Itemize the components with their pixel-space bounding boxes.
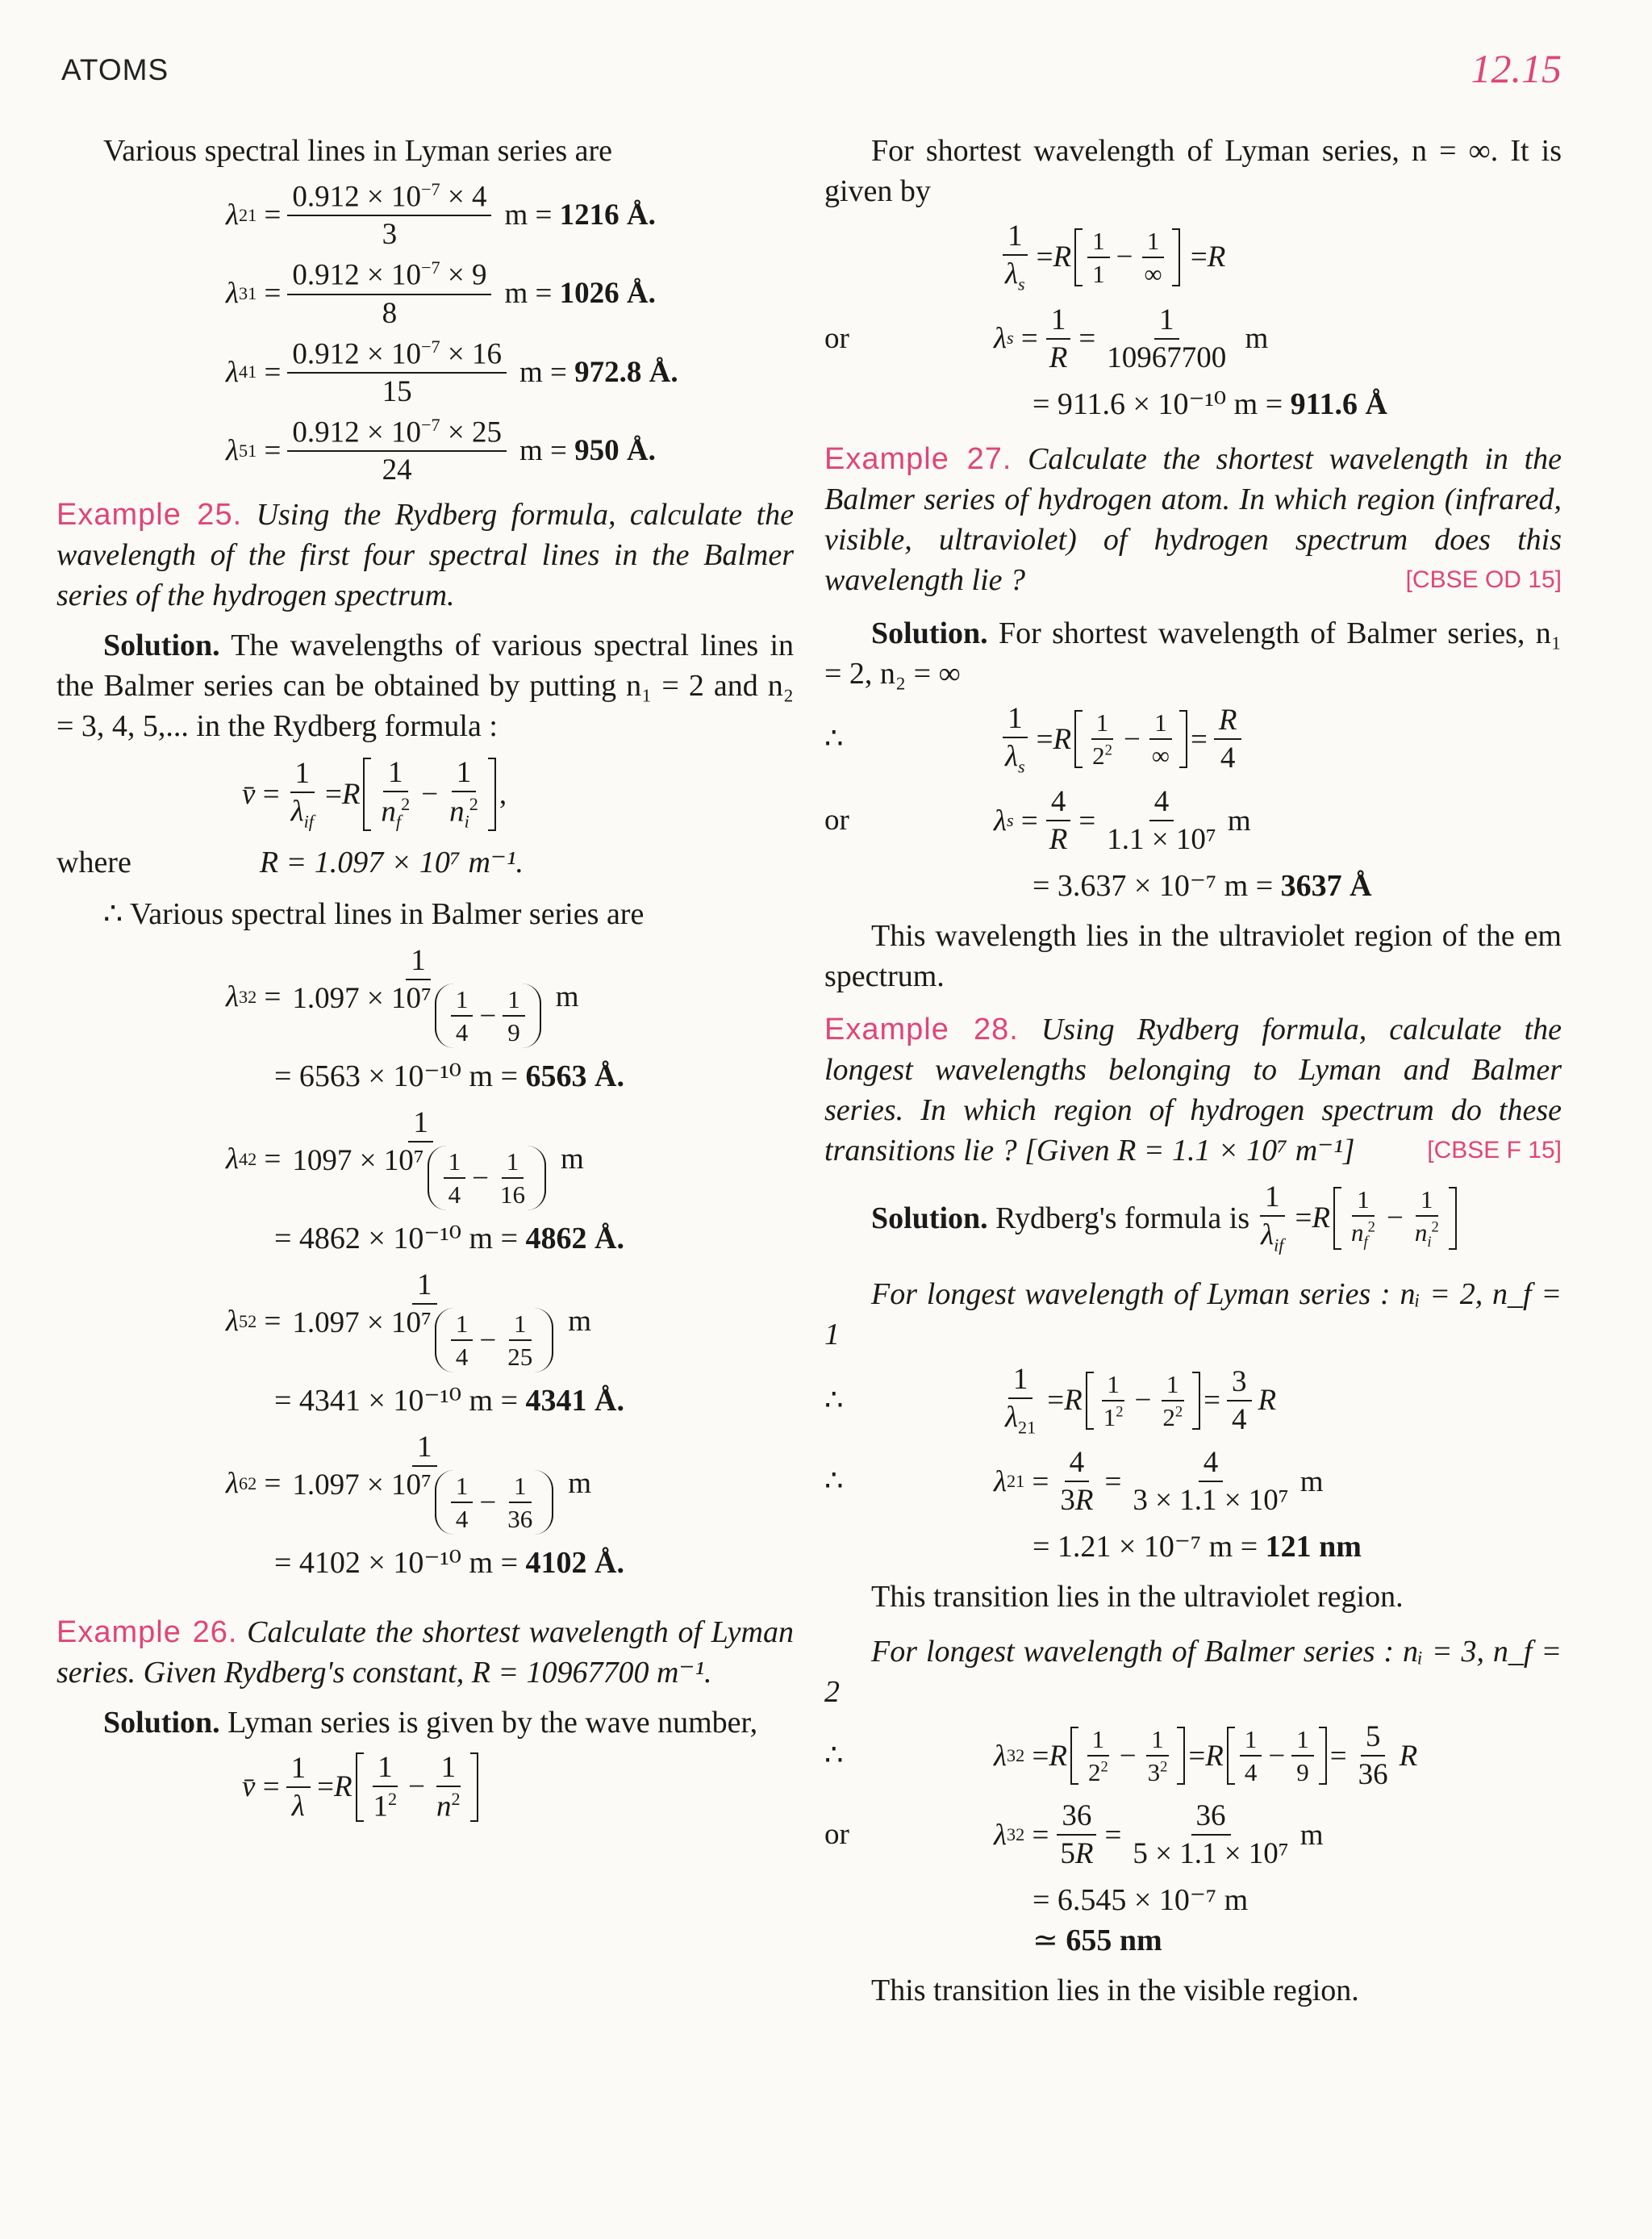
denominator: 4 [455, 1018, 469, 1047]
left-column [56, 131, 794, 1822]
where-label: where [56, 846, 131, 880]
lyman-longest-result [824, 1527, 1562, 1567]
rydberg-formula: v̄ = $\frac{1}{\lambda_{if}}$ = R $\frac{1}{n_f^2}$ − $\frac{1}{n_i^2}$ , [242, 756, 507, 833]
solution-text: For shortest wavelength of Balmer series, n₁ = 2, n₂ = ∞ [824, 616, 1562, 691]
example-27-label: Example 27. [824, 441, 1012, 476]
numerator: 1 [451, 1311, 473, 1341]
example-26-label: Example 26. [56, 1615, 238, 1650]
result-bold: 1216 Å. [559, 198, 656, 232]
solution-text: Rydberg's formula is [995, 1201, 1250, 1235]
example-26-text: Calculate the shortest wavelength of Lyman series. Given Rydberg's constant, R = 10967700 m⁻¹. [56, 1615, 794, 1690]
denominator: 16 [500, 1180, 525, 1209]
example-26 [56, 1612, 794, 1693]
lyman-wave-number: v̄ = $\frac{1}{\lambda}$ = R $\frac{1}{1^2}$ − $\frac{1}{n^2}$ [56, 1752, 794, 1821]
denominator: 24 [382, 453, 412, 487]
denominator: 1097 × 10⁷ [292, 1144, 424, 1178]
numerator: 1 [502, 1149, 524, 1179]
denominator: 3 × 1.1 × 10⁷ [1133, 1484, 1289, 1518]
shortest-lyman-intro: For shortest wavelength of Lyman series, n = ∞. It is given by [824, 134, 1562, 208]
unit: m = [519, 355, 567, 389]
balmer-line: λ 52 = 1 1.097 × 10⁷ $\frac{1}{4}$ − $\frac{1}{25}$ m = 4341 × 10⁻¹⁰ m = 4341 Å. [226, 1268, 624, 1418]
example-25-text: Using the Rydberg formula, calculate the wavelength of the first four spectral lines in the Balmer series of the hydrogen spectrum. [56, 498, 795, 613]
solution-label: Solution. [871, 616, 988, 650]
example-28-label: Example 28. [824, 1013, 1019, 1047]
result-bold: 121 nm [1265, 1530, 1362, 1564]
result-text: = 6563 × 10⁻¹⁰ m = [274, 1059, 526, 1094]
numerator: 0.912 × 10 [292, 336, 421, 370]
example-28-ref: [CBSE F 15] [1427, 1137, 1562, 1164]
balmer-lines [56, 946, 794, 1583]
balmer-longest-eq: ∴ λ 32 = R $\frac{1}{2^2}$ − $\frac{1}{3^2}$ = R $\frac{1}{4}$ − $\frac{1}{9}$ = $\frac{5}{36}$ R [824, 1720, 1418, 1792]
example-27 [824, 439, 1562, 600]
numerator-factor: × 4 [440, 180, 487, 214]
unit: m = [504, 277, 553, 311]
numerator: 1 [509, 1473, 532, 1503]
numerator-factor: × 25 [440, 416, 502, 449]
or-label: or [824, 804, 849, 838]
lyman-line: λ 31 = $\frac{0.912 \times 10^{-7} \times 9}{8}$ m = 1026 Å. [226, 257, 656, 330]
denominator: 4 [448, 1180, 461, 1209]
solution-text: Lyman series is given by the wave number, [227, 1706, 758, 1740]
line-index: 42 [239, 1148, 257, 1169]
result-bold: 1026 Å. [559, 277, 656, 311]
lyman-longest-eq: ∴ $\frac{1}{\lambda_{21}}$ = R $\frac{1}{1^2}$ − $\frac{1}{2^2}$ = $\frac{3}{4}$ R [824, 1362, 1277, 1438]
denominator: 4 [455, 1343, 469, 1372]
example-25 [56, 495, 794, 616]
solution-label: Solution. [103, 1706, 220, 1740]
lyman-line: λ 21 = $\frac{0.912 \times 10^{-7} \times 4}{3}$ m = 1216 Å. [226, 179, 656, 252]
solution-label: Solution. [871, 1201, 988, 1235]
result-text: = 3.637 × 10⁻⁷ m = [1032, 869, 1281, 904]
denominator: 1.097 × 10⁷ [292, 982, 432, 1016]
balmer-line: λ 62 = 1 1.097 × 10⁷ $\frac{1}{4}$ − $\frac{1}{36}$ m = 4102 × 10⁻¹⁰ m = 4102 Å. [226, 1431, 624, 1581]
denominator: 3 [382, 218, 398, 252]
balmer-intro: ∴ Various spectral lines in Balmer series are [103, 897, 645, 932]
numerator: 1 [451, 1473, 473, 1503]
denominator: 1.097 × 10⁷ [292, 1306, 432, 1340]
line-index: 32 [239, 986, 257, 1007]
balmer-conclusion: This transition lies in the visible region. [871, 1974, 1359, 2008]
balmer-longest-solve: or λ 32 = $\frac{36}{5R}$ = $\frac{36}{\text{5 × 1.1 × 10⁷}}$ m [824, 1799, 1324, 1871]
numerator: 1 [444, 1149, 466, 1179]
right-column [824, 131, 1562, 2020]
numerator-factor: × 16 [440, 336, 502, 370]
result-text: = 4102 × 10⁻¹⁰ m = [274, 1546, 526, 1581]
line-index: 31 [239, 282, 257, 303]
lyman-longest-condition: For longest wavelength of Lyman series : nᵢ = 2, n_f = 1 [824, 1276, 1562, 1351]
balmer-longest-approx [824, 1920, 1562, 1961]
page-number: 12.15 [1471, 46, 1562, 91]
approx-sign: ≃ [1032, 1924, 1066, 1958]
result-bold: 972.8 Å. [574, 355, 678, 389]
or-label: or [824, 321, 849, 355]
lyman-shortest-eq: $\frac{1}{\lambda_s}$ = R $\frac{1}{1}$ − $\frac{1}{\infty}$ = R [824, 221, 1562, 294]
line-index: 21 [239, 204, 257, 225]
exponent: −7 [420, 179, 440, 199]
solution-label: Solution. [103, 629, 220, 663]
numerator: 1 [503, 987, 525, 1017]
denominator: 15 [382, 374, 412, 408]
result-bold: 655 nm [1066, 1924, 1162, 1958]
denominator: 9 [507, 1018, 520, 1047]
example-25-label: Example 25. [56, 498, 243, 533]
balmer-longest-condition: For longest wavelength of Balmer series : nᵢ = 3, n_f = 2 [824, 1635, 1562, 1710]
result-bold: 911.6 Å [1290, 386, 1387, 421]
denominator: 1.097 × 10⁷ [292, 1468, 432, 1502]
example-25-solution [56, 625, 794, 746]
example-28 [824, 1009, 1562, 1171]
example-28-text: Using Rydberg formula, calculate the longest wavelengths belonging to Lyman and Balmer series. In which region of hydrogen spectrum do these transitions lie ? [Given R = 1.1 × 10⁷ m⁻¹] [824, 1013, 1562, 1168]
exponent: −7 [420, 336, 440, 357]
result-bold: 950 Å. [574, 434, 656, 468]
result-bold: 4862 Å. [525, 1222, 624, 1256]
denominator: 36 [507, 1505, 533, 1534]
lyman-shortest-result [824, 384, 1562, 424]
exponent: −7 [420, 414, 440, 435]
balmer-shortest-solve: or λ s = $\frac{4}{R}$ = $\frac{4}{\text{1.1 × 10⁷}}$ m [824, 785, 1251, 857]
result-bold: 6563 Å. [525, 1059, 624, 1094]
denominator: 5 × 1.1 × 10⁷ [1133, 1837, 1289, 1871]
r-value: R = 1.097 × 10⁷ m⁻¹. [259, 846, 524, 880]
numerator: 0.912 × 10 [292, 416, 421, 449]
lyman-line: λ 41 = $\frac{0.912 \times 10^{-7} \times 16}{15}$ m = 972.8 Å. [226, 336, 678, 408]
example-28-solution: Solution. Rydberg's formula is $\frac{1}{\lambda_{if}}$ = R $\frac{1}{n_f^2}$ − $\frac{1}{n_i^2}$ [824, 1182, 1562, 1255]
example-27-solution [824, 613, 1562, 694]
example-27-ref: [CBSE OD 15] [1405, 566, 1562, 593]
lyman-longest-solve: ∴ λ 21 = $\frac{4}{3R}$ = $\frac{4}{\text{3 × 1.1 × 10⁷}}$ m [824, 1446, 1324, 1518]
lyman-conclusion: This transition lies in the ultraviolet region. [871, 1580, 1404, 1615]
or-label: or [824, 1818, 849, 1852]
lyman-intro: Various spectral lines in Lyman series are [103, 134, 613, 168]
denominator: 25 [507, 1343, 533, 1372]
example-27-text: Calculate the shortest wavelength in the Balmer series of hydrogen atom. In which region (infrared, visible, ultraviolet) of hydrogen spectrum does this wavelength lie ? [824, 441, 1562, 597]
denominator: 4 [455, 1505, 469, 1534]
denominator: 8 [382, 296, 398, 330]
section-title: ATOMS [61, 53, 169, 86]
result-text: = 4341 × 10⁻¹⁰ m = [274, 1384, 526, 1418]
result-text: = 4862 × 10⁻¹⁰ m = [274, 1222, 526, 1256]
result-text: = 1.21 × 10⁻⁷ m = [1032, 1530, 1266, 1564]
exponent: −7 [420, 257, 440, 278]
lyman-shortest-solve: or λ s = $\frac{1}{R}$ = $\frac{1}{10967700}$ m [824, 303, 1269, 374]
line-index: 62 [239, 1472, 257, 1493]
rydberg-constant-value: 10967700 [1107, 340, 1227, 374]
numerator: 1 [451, 987, 473, 1017]
line-index: 41 [239, 361, 257, 382]
balmer-shortest-result [824, 866, 1562, 906]
balmer-line: λ 42 = 1 1097 × 10⁷ $\frac{1}{4}$ − $\frac{1}{16}$ m = 4862 × 10⁻¹⁰ m = 4862 Å. [226, 1106, 624, 1256]
denominator: 1.1 × 10⁷ [1107, 823, 1216, 857]
example-27-conclusion: This wavelength lies in the ultraviolet region of the em spectrum. [824, 919, 1562, 994]
numerator: 0.912 × 10 [292, 258, 421, 292]
lyman-line: λ 51 = $\frac{0.912 \times 10^{-7} \times 25}{24}$ m = 950 Å. [226, 414, 656, 487]
solution-text: The wavelengths of various spectral lines in the Balmer series can be obtained by putting n₁ = 2 and n₂ = 3, 4, 5,... in the Rydberg formula : [56, 629, 794, 744]
where-line [56, 842, 794, 883]
lyman-lines [56, 181, 794, 485]
result-text: = 911.6 × 10⁻¹⁰ m = [1032, 386, 1291, 421]
balmer-shortest-eq: ∴ $\frac{1}{\lambda_s}$ = R $\frac{1}{2^2}$ − $\frac{1}{\infty}$ = $\frac{R}{4}$ [824, 704, 1562, 776]
numerator-factor: × 9 [440, 258, 487, 292]
result-bold: 4102 Å. [525, 1546, 624, 1581]
unit: m = [504, 198, 553, 232]
balmer-line: λ 32 = 1 1.097 × 10⁷ $\frac{1}{4}$ − $\frac{1}{9}$ m = 6563 × 10⁻¹⁰ m = 6563 Å. [226, 944, 624, 1094]
balmer-longest-result: = 6.545 × 10⁻⁷ m [1032, 1883, 1249, 1918]
result-bold: 3637 Å [1280, 869, 1372, 904]
line-index: 52 [239, 1310, 257, 1331]
line-index: 51 [239, 440, 257, 461]
numerator: 0.912 × 10 [292, 180, 421, 214]
result-bold: 4341 Å. [525, 1384, 624, 1418]
numerator: 1 [509, 1311, 532, 1341]
example-26-solution [56, 1702, 794, 1743]
unit: m = [519, 434, 567, 468]
